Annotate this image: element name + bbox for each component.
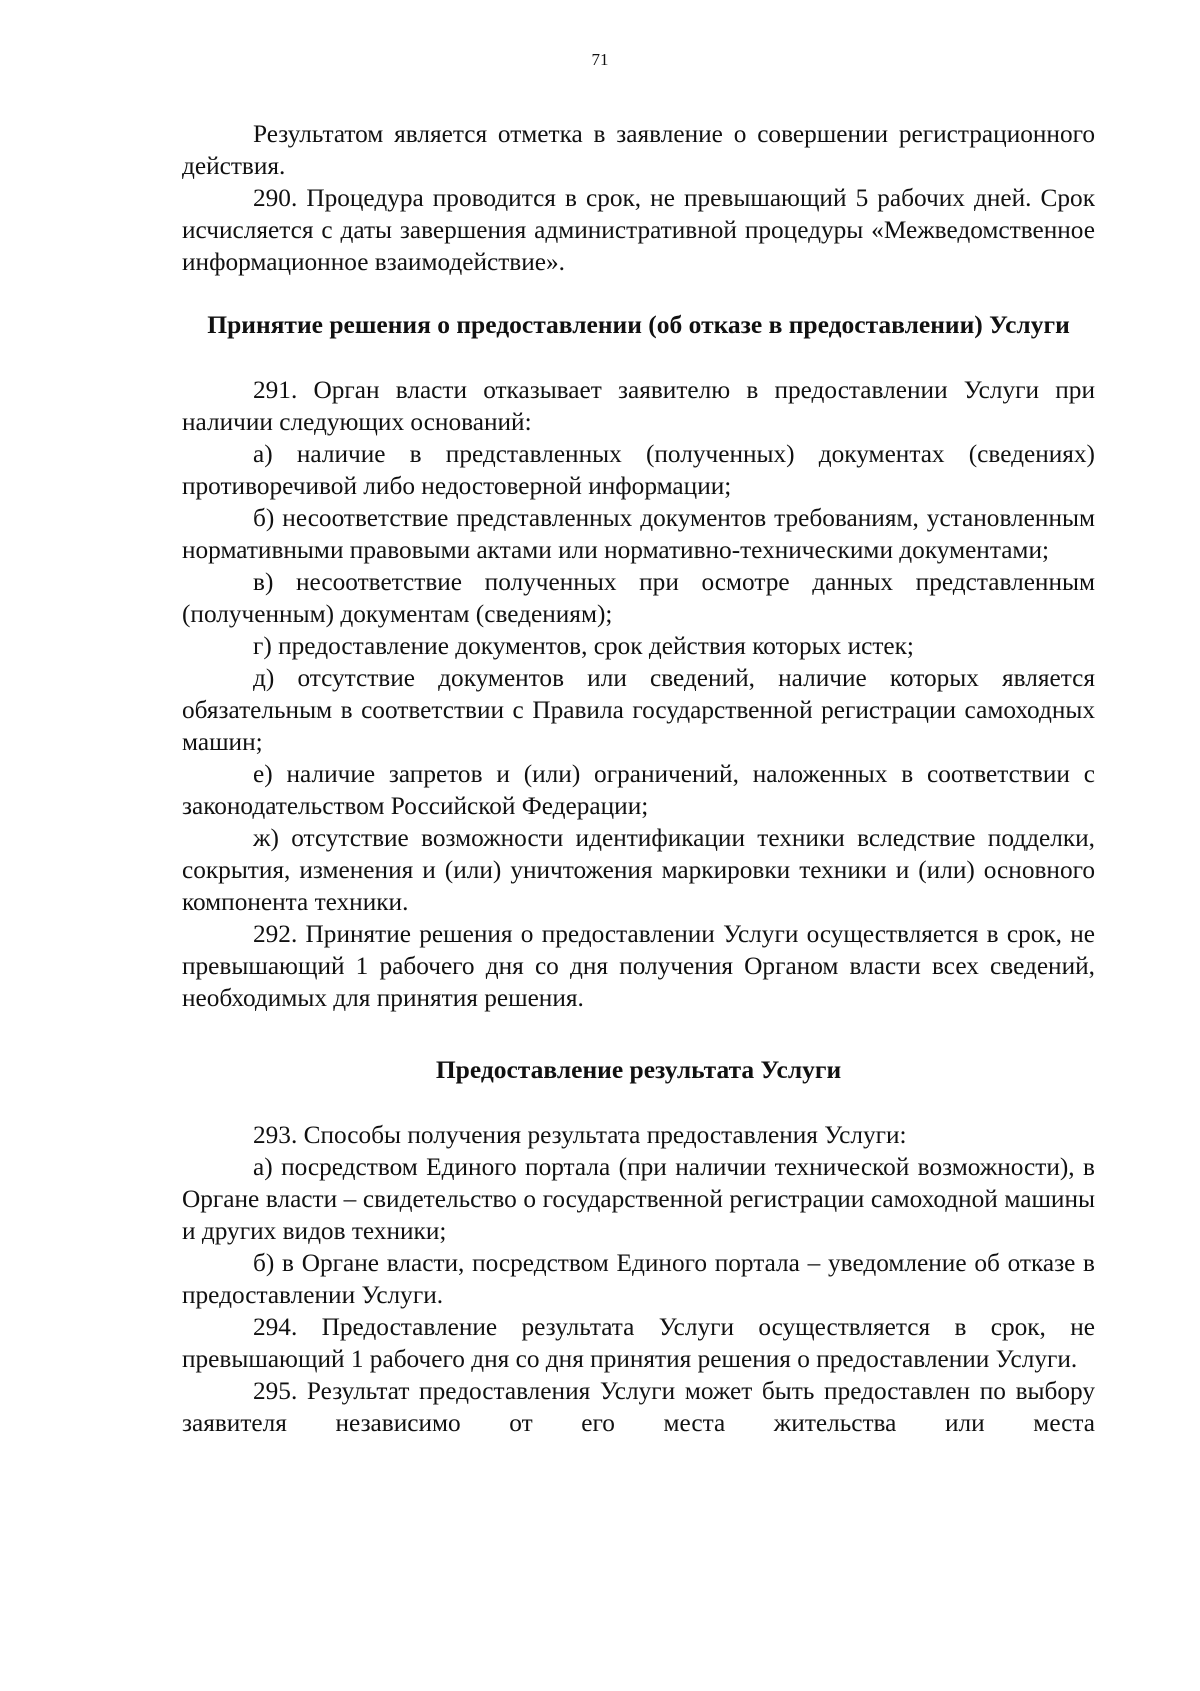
section-heading: Предоставление результата Услуги [435, 1055, 842, 1084]
paragraph: 291. Орган власти отказывает заявителю в предоставлении Услуги при наличии следующих оснований: [182, 376, 1095, 436]
page-body [182, 118, 1095, 1439]
paragraph: в) несоответствие полученных при осмотре данных представленным (полученным) документам (сведениям); [182, 568, 1095, 628]
paragraph: 293. Способы получения результата предоставления Услуги: [253, 1121, 907, 1149]
paragraph: г) предоставление документов, срок действия которых истек; [253, 632, 914, 660]
paragraph: а) наличие в представленных (полученных) документах (сведениях) противоречивой либо недостоверной информации; [182, 440, 1095, 500]
paragraph: 295. Результат предоставления Услуги может быть предоставлен по выбору заявителя независимо от его места жительства или места [182, 1377, 1095, 1437]
paragraph: б) в Органе власти, посредством Единого портала – уведомление об отказе в предоставлении Услуги. [182, 1249, 1095, 1309]
paragraph: б) несоответствие представленных документов требованиям, установленным нормативными правовыми актами или нормативно-техническими документами; [182, 504, 1095, 564]
paragraph: д) отсутствие документов или сведений, наличие которых является обязательным в соответствии с Правила государственной регистрации самоходных машин; [182, 664, 1095, 756]
paragraph: а) посредством Единого портала (при наличии технической возможности), в Органе власти – свидетельство о государственной регистрации самоходной машины и других видов техники; [182, 1153, 1095, 1245]
page-number: 71 [591, 50, 609, 69]
paragraph: 294. Предоставление результата Услуги осуществляется в срок, не превышающий 1 рабочего дня со дня принятия решения о предоставлении Услуги. [182, 1313, 1095, 1373]
paragraph: 290. Процедура проводится в срок, не превышающий 5 рабочих дней. Срок исчисляется с даты завершения административной процедуры «Межведомственное информационное взаимодействие». [182, 184, 1095, 276]
paragraph: Результатом является отметка в заявление о совершении регистрационного действия. [182, 120, 1095, 180]
section-heading: Принятие решения о предоставлении (об отказе в предоставлении) Услуги [207, 310, 1070, 339]
paragraph: 292. Принятие решения о предоставлении Услуги осуществляется в срок, не превышающий 1 рабочего дня со дня получения Органом власти всех сведений, необходимых для принятия решения. [182, 920, 1095, 1012]
paragraph: ж) отсутствие возможности идентификации техники вследствие подделки, сокрытия, изменения и (или) уничтожения маркировки техники и (или) основного компонента техники. [182, 824, 1095, 916]
paragraph: е) наличие запретов и (или) ограничений, наложенных в соответствии с законодательством Российской Федерации; [182, 760, 1095, 820]
